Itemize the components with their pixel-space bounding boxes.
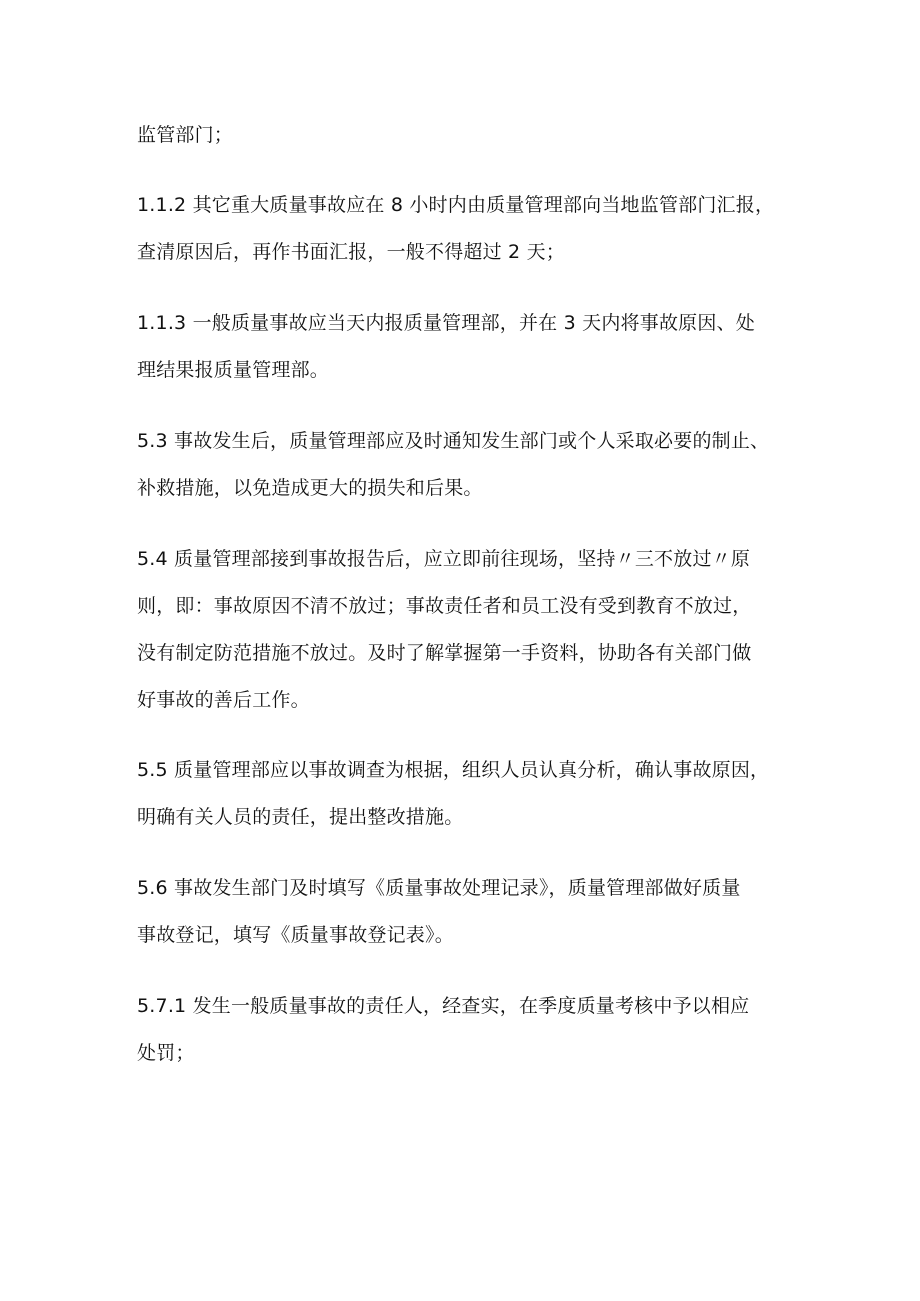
text-line: 5.6 事故发生部门及时填写《质量事故处理记录》，质量管理部做好质量 (137, 877, 741, 899)
text-line: 5.4 质量管理部接到事故报告后，应立即前往现场，坚持〃三不放过〃原 (137, 548, 751, 570)
text-line: 处罚； (137, 1042, 195, 1064)
text-line: 5.3 事故发生后，质量管理部应及时通知发生部门或个人采取必要的制止、 (137, 430, 770, 452)
text-line: 则，即：事故原因不清不放过；事故责任者和员工没有受到教育不放过， (137, 595, 752, 617)
text-line: 明确有关人员的责任，提出整改措施。 (137, 806, 464, 828)
text-line: 补救措施，以免造成更大的损失和后果。 (137, 477, 483, 499)
text-line: 理结果报质量管理部。 (137, 359, 330, 381)
text-line: 没有制定防范措施不放过。及时了解掌握第一手资料，协助各有关部门做 (137, 642, 752, 664)
text-line: 5.5 质量管理部应以事故调查为根据，组织人员认真分析，确认事故原因， (137, 759, 770, 781)
text-line: 查清原因后，再作书面汇报，一般不得超过 2 天； (137, 241, 565, 263)
text-line: 好事故的善后工作。 (137, 689, 310, 711)
text-line: 监管部门； (137, 124, 234, 146)
text-line: 1.1.3 一般质量事故应当天内报质量管理部，并在 3 天内将事故原因、处 (137, 312, 755, 334)
text-line: 事故登记，填写《质量事故登记表》。 (137, 924, 454, 946)
text-line: 1.1.2 其它重大质量事故应在 8 小时内由质量管理部向当地监管部门汇报， (137, 194, 775, 216)
text-line: 5.7.1 发生一般质量事故的责任人，经查实，在季度质量考核中予以相应 (137, 995, 750, 1017)
